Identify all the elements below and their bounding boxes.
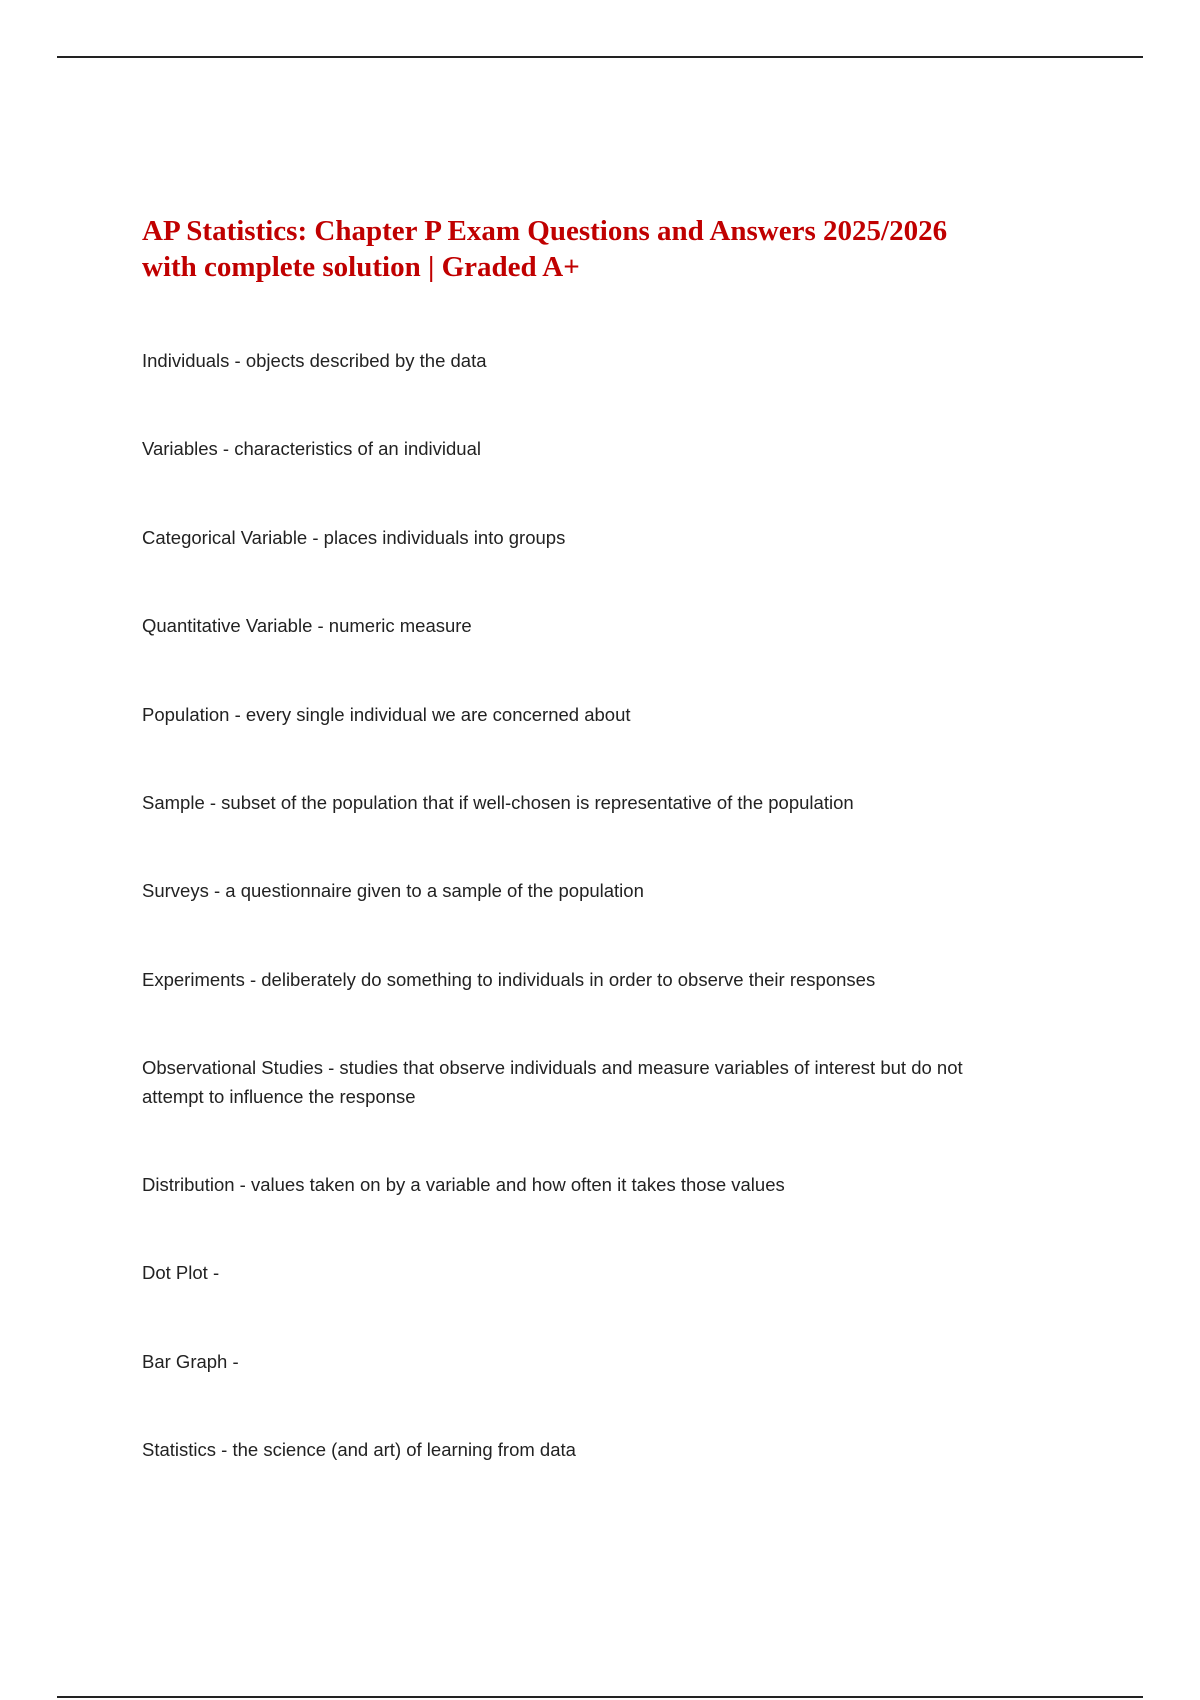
term-entry-observational-studies [142, 1053, 1042, 1111]
footer-rule [57, 1696, 1143, 1698]
title-line-1: AP Statistics: Chapter P Exam Questions and Answers 2025/2026 [142, 215, 948, 247]
term-entry-experiments: Experiments - deliberately do something to individuals in order to observe their responses [142, 969, 876, 990]
term-entry-line: Observational Studies - studies that observe individuals and measure variables of interest but do not [142, 1057, 963, 1078]
term-entry-variables: Variables - characteristics of an individual [142, 438, 481, 459]
title-line-2: with complete solution | Graded A+ [142, 251, 580, 283]
term-entry-individuals: Individuals - objects described by the data [142, 350, 487, 371]
term-entry-quantitative-variable: Quantitative Variable - numeric measure [142, 615, 472, 636]
term-entry-line: attempt to influence the response [142, 1086, 416, 1107]
term-entry-surveys: Surveys - a questionnaire given to a sample of the population [142, 880, 644, 901]
term-entry-statistics: Statistics - the science (and art) of learning from data [142, 1439, 576, 1460]
term-entry-categorical-variable: Categorical Variable - places individuals into groups [142, 527, 566, 548]
term-entry-bar-graph: Bar Graph - [142, 1351, 239, 1372]
header-rule [57, 56, 1143, 58]
term-entry-dot-plot: Dot Plot - [142, 1262, 220, 1283]
document-title [142, 213, 1042, 285]
term-entry-population: Population - every single individual we are concerned about [142, 704, 631, 725]
term-entry-sample: Sample - subset of the population that if well-chosen is representative of the population [142, 792, 854, 813]
term-entry-distribution: Distribution - values taken on by a variable and how often it takes those values [142, 1174, 785, 1195]
